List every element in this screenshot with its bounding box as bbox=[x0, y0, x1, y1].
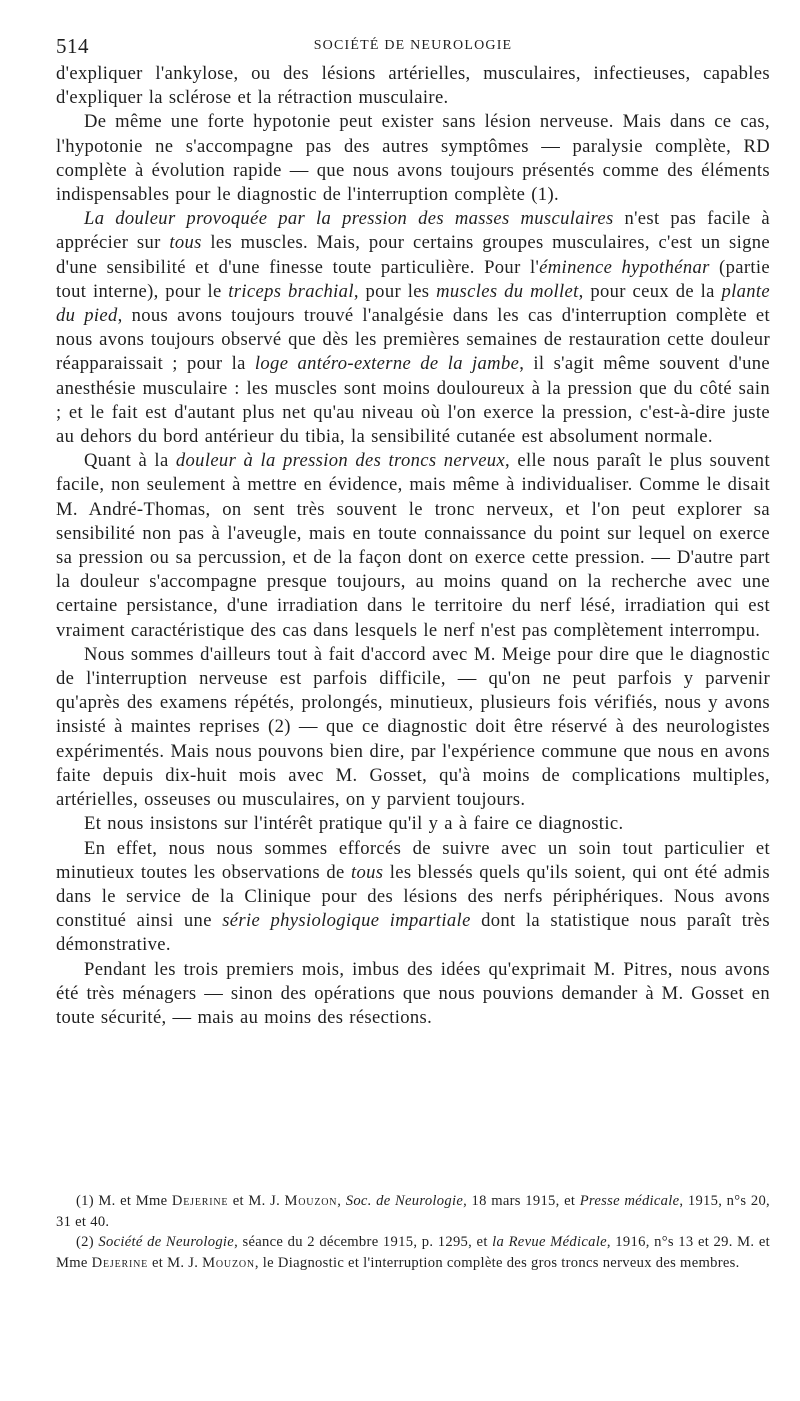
italic-text: plante du pied bbox=[56, 280, 771, 327]
small-caps-name: Dejerine bbox=[171, 1193, 229, 1209]
text-run: dont la statistique nous paraît très démonstrative. bbox=[56, 910, 770, 956]
text-run: , 1915, n°s 20, 31 et 40. bbox=[56, 1193, 770, 1230]
text-run: , pour ceux de la bbox=[578, 280, 722, 302]
small-caps-name: Mouzon bbox=[284, 1193, 338, 1209]
italic-text: muscles du mollet bbox=[436, 280, 579, 302]
text-run: (1) M. et Mme bbox=[76, 1193, 172, 1209]
text-run: , 18 mars 1915, et bbox=[463, 1193, 580, 1209]
text-run: , le Diagnostic et l'interruption complète des gros troncs nerveux des membres. bbox=[254, 1254, 740, 1271]
footnote bbox=[56, 1191, 770, 1232]
text-run: et M. J. bbox=[148, 1254, 203, 1271]
text-run: En effet, nous nous sommes efforcés de suivre avec un soin tout particulier et minutieux toutes les observations de bbox=[56, 837, 770, 883]
text-run: (partie tout interne), pour le bbox=[56, 256, 771, 302]
paragraph bbox=[56, 643, 770, 812]
text-run: Pendant les trois premiers mois, imbus des idées qu'exprimait M. Pitres, nous avons été très ménagers — sinon des opérations que nous pouvions demander à M. Gosset en toute sécurité, — mais au moins des résections. bbox=[56, 958, 770, 1028]
paragraph bbox=[56, 62, 770, 110]
paragraph bbox=[56, 958, 770, 1031]
body-text bbox=[56, 62, 770, 1030]
text-run: les muscles. Mais, pour certains groupes musculaires, c'est un signe d'une sensibilité et d'une finesse toute particulière. Pour l' bbox=[56, 232, 770, 278]
text-run: d'expliquer l'ankylose, ou des lésions artérielles, musculaires, infectieuses, capables d'expliquer la sclérose et la rétraction musculaire. bbox=[56, 63, 770, 109]
italic-text: tous bbox=[350, 861, 384, 883]
running-title: SOCIÉTÉ DE NEUROLOGIE bbox=[313, 38, 513, 53]
page-number: 514 bbox=[56, 34, 89, 58]
text-run: , pour les bbox=[353, 280, 437, 302]
italic-text: la Revue Médicale bbox=[492, 1234, 607, 1250]
text-run: n'est pas facile à apprécier sur bbox=[56, 208, 770, 254]
text-run: De même une forte hypotonie peut exister sans lésion nerveuse. Mais dans ce cas, l'hypotonie ne s'accompagne pas des autres symptômes — paralysie complète, RD complète à évolution rapide — que nous avons toujours présentés comme des éléments indispensables pour le diagnostic de l'interruption complète (1). bbox=[56, 111, 770, 206]
footnotes bbox=[56, 1191, 770, 1273]
footnote bbox=[56, 1232, 770, 1273]
text-run: et M. J. bbox=[228, 1193, 285, 1209]
italic-text: Société de Neurologie bbox=[98, 1234, 235, 1250]
text-run: , 1916, n°s 13 et 29. M. et Mme bbox=[56, 1234, 770, 1271]
italic-text: triceps brachial bbox=[228, 280, 354, 302]
text-run: , bbox=[337, 1193, 346, 1209]
small-caps-name: Mouzon bbox=[202, 1254, 255, 1271]
italic-text: loge antéro-externe de la jambe bbox=[254, 353, 520, 375]
paragraph bbox=[56, 110, 770, 207]
paragraph bbox=[56, 449, 770, 643]
italic-text: série physiologique impartiale bbox=[222, 910, 471, 932]
running-head bbox=[56, 34, 770, 58]
italic-text: Soc. de Neurologie bbox=[345, 1193, 464, 1209]
paragraph bbox=[56, 837, 770, 958]
text-run: Nous sommes d'ailleurs tout à fait d'accord avec M. Meige pour dire que le diagnostic de l'interruption nerveuse est parfois difficile, — qu'on ne peut parfois y parvenir qu'après des examens répétés, prolongés, minutieux, plusieurs fois vérifiés, nous y avons insisté à maintes reprises (2) — que ce diagnostic doit être réservé à des neurologistes expérimentés. Mais nous pouvons bien dire, par l'expérience commune que nous en avons faite depuis dix-huit mois avec M. Gosset, qu'à moins de complications multiples, artérielles, osseuses ou musculaires, on y parvient toujours. bbox=[56, 643, 770, 811]
italic-text: Presse médicale bbox=[579, 1193, 680, 1209]
paragraph bbox=[56, 207, 770, 449]
text-run: , elle nous paraît le plus souvent facile, non seulement à mettre en évidence, mais même à individualiser. Comme le disait M. André-Thomas, on sent très souvent le tronc nerveux, et l'on peut explorer sa sensibilité non pas à l'aveugle, mais en toute connaissance du point sur lequel on exerce sa pression ou sa percussion, et de la façon dont on exerce cette pression. — D'autre part la douleur s'accompagne presque toujours, au moins quand on la recherche avec une certaine persistance, d'une irradiation dans le territoire du nerf lésé, irradiation qui est vraiment caractéristique des cas dans lesquels le nerf n'est pas complètement interrompu. bbox=[56, 450, 770, 641]
italic-text: tous bbox=[169, 232, 202, 254]
text-run: Et nous insistons sur l'intérêt pratique qu'il y a à faire ce diagnostic. bbox=[84, 813, 624, 835]
book-page bbox=[56, 0, 770, 1401]
small-caps-name: Dejerine bbox=[91, 1254, 149, 1271]
text-run: (2) bbox=[76, 1234, 99, 1250]
paragraph bbox=[56, 812, 770, 836]
italic-text: éminence hypothénar bbox=[539, 256, 710, 278]
italic-text: douleur à la pression des troncs nerveux bbox=[175, 450, 506, 472]
text-run: , nous avons toujours trouvé l'analgésie dans les cas d'interruption complète et nous avons toujours observé que dès les premières semaines de restauration cette douleur réapparaissait ; pour la bbox=[56, 305, 770, 375]
text-run: , séance du 2 décembre 1915, p. 1295, et bbox=[234, 1234, 493, 1250]
text-run: , il s'agit même souvent d'une anesthésie musculaire : les muscles sont moins douloureux à la pression que du côté sain ; et le fait est d'autant plus net qu'au niveau où l'on exerce la pression, c'est-à-dire juste au dehors du bord antérieur du tibia, la sensibilité cutanée est absolument normale. bbox=[56, 353, 770, 448]
text-run: les blessés quels qu'ils soient, qui ont été admis dans le service de la Clinique pour des lésions des nerfs périphériques. Nous avons constitué ainsi une bbox=[56, 861, 770, 932]
italic-text: La douleur provoquée par la pression des masses musculaires bbox=[84, 208, 614, 230]
text-run: Quant à la bbox=[84, 450, 176, 472]
